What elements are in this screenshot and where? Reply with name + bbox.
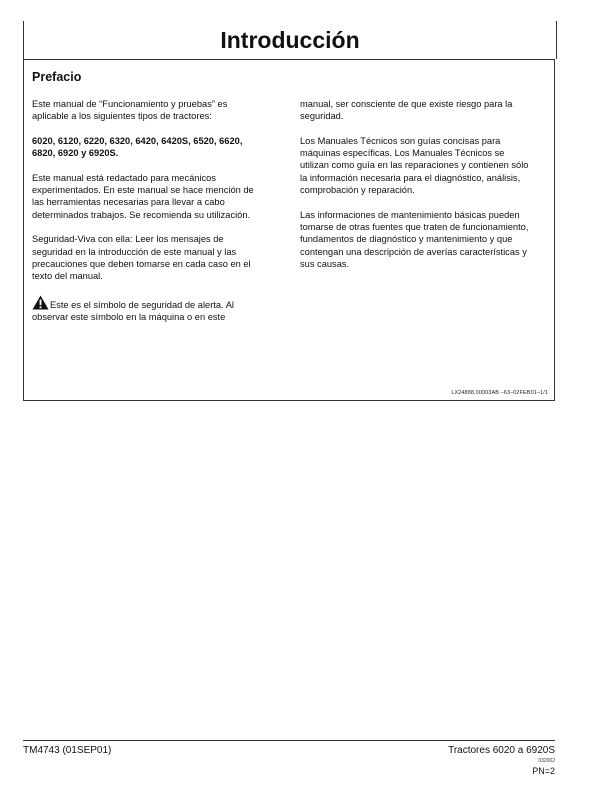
section-heading: Prefacio — [32, 70, 82, 84]
tractor-models: 6020, 6120, 6220, 6320, 6420, 6420S, 6520, 6620, 6820, 6920 y 6920S. — [32, 135, 243, 159]
audience-paragraph: Este manual está redactado para mecánicos experimentados. En este manual se hace mención de las herramientas necesarias para llevar a cabo determinados trabajos. Se recomienda su utilización. — [32, 172, 254, 220]
manual-id: TM4743 (01SEP01) — [23, 745, 112, 756]
reference-code: LX24888,00003AB –63–02FEB01–1/1 — [451, 390, 548, 396]
page-number: PN=2 — [532, 766, 555, 776]
technical-manuals-paragraph: Los Manuales Técnicos son guías concisas para máquinas específicas. Los Manuales Técnicos se utilizan como guía en las reparaciones y contienen sólo la información necesaria para el diagnóstico, análisis, comprobación y reparación. — [300, 135, 529, 196]
print-code: 032002 — [538, 758, 555, 764]
right-column — [300, 98, 532, 282]
safety-paragraph: Seguridad-Viva con ella: Leer los mensajes de seguridad en la introducción de este manual y las precauciones que deben tomarse en cada caso en el texto del manual. — [32, 234, 251, 282]
safety-alert-triangle-icon — [32, 295, 49, 310]
left-column — [32, 98, 264, 336]
alert-symbol-paragraph — [32, 295, 264, 324]
intro-paragraph: Este manual de “Funcionamiento y pruebas” es aplicable a los siguientes tipos de tractores: — [32, 99, 228, 122]
manual-title: Tractores 6020 a 6920S — [448, 745, 555, 756]
footer-divider — [23, 740, 555, 741]
preface-section — [23, 59, 555, 401]
maintenance-info-paragraph: Las informaciones de mantenimiento básicas pueden tomarse de otras fuentes que traten de funcionamiento, fundamentos de diagnóstico y mantenimiento y que contengan una descripción de averías características y sus causas. — [300, 209, 529, 269]
alert-symbol-text: Este es el símbolo de seguridad de alerta. Al observar este símbolo en la máquina o en este — [32, 299, 234, 323]
risk-paragraph: manual, ser consciente de que existe riesgo para la seguridad. — [300, 99, 513, 122]
page-title: Introducción — [220, 27, 360, 53]
page-header — [23, 21, 557, 59]
